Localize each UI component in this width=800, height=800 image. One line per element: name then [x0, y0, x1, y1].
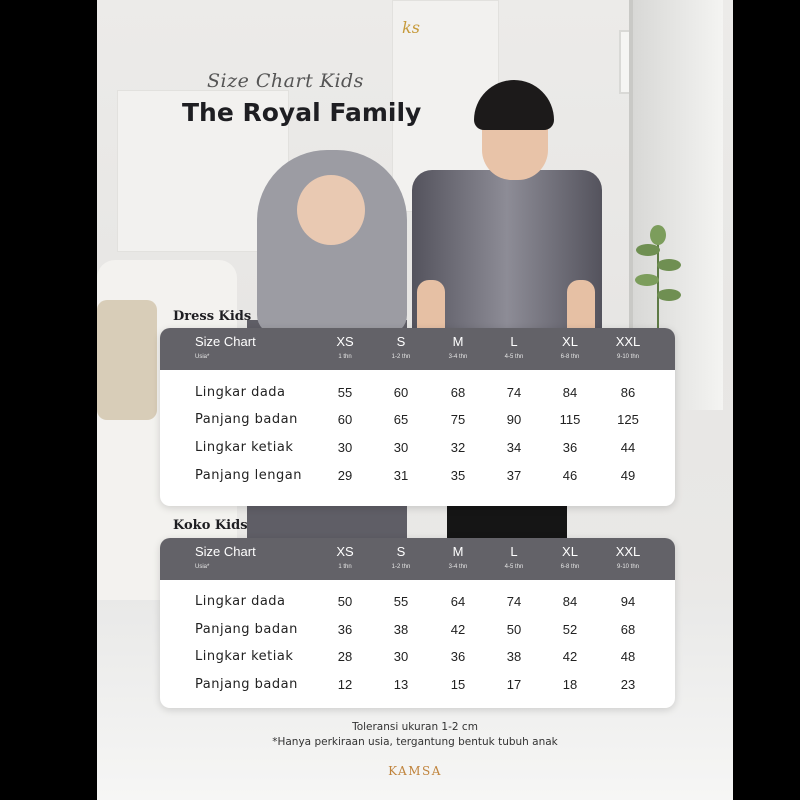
table-cell: 36	[337, 622, 353, 637]
plant-icon	[623, 200, 693, 330]
table-cell: 86	[620, 385, 636, 400]
table-row	[160, 412, 675, 432]
table-cell: 42	[450, 622, 466, 637]
table-cell: 30	[393, 440, 409, 455]
age-disclaimer: *Hanya perkiraan usia, tergantung bentuk tubuh anak	[272, 736, 558, 748]
age-header: 1 thn	[338, 564, 352, 570]
row-label: Lingkar ketiak	[195, 440, 294, 455]
table-row	[160, 622, 675, 642]
size-header: XS	[336, 544, 354, 559]
table-cell: 65	[393, 412, 409, 427]
size-header: M	[452, 544, 464, 559]
size-header: XXL	[615, 334, 641, 349]
size-chart-label: Size Chart	[195, 334, 256, 349]
table-cell: 35	[450, 468, 466, 483]
table-cell: 52	[562, 622, 578, 637]
table-cell: 64	[450, 594, 466, 609]
size-header: XL	[562, 334, 578, 349]
size-header: XXL	[615, 544, 641, 559]
size-header: S	[396, 334, 406, 349]
table-cell: 75	[450, 412, 466, 427]
table-cell: 49	[620, 468, 636, 483]
table-cell: 32	[450, 440, 466, 455]
tolerance-note: Toleransi ukuran 1-2 cm	[352, 721, 478, 733]
age-header: 1-2 thn	[391, 564, 411, 570]
row-label: Lingkar dada	[195, 594, 286, 609]
table-cell: 18	[562, 677, 578, 692]
table-cell: 30	[393, 649, 409, 664]
table-cell: 12	[337, 677, 353, 692]
table-cell: 60	[393, 385, 409, 400]
age-header: 6-8 thn	[560, 354, 580, 360]
age-header: 3-4 thn	[448, 564, 468, 570]
age-label: Usia*	[195, 354, 210, 360]
table-cell: 38	[393, 622, 409, 637]
age-header: 6-8 thn	[560, 564, 580, 570]
table-cell: 84	[562, 385, 578, 400]
size-header: XL	[562, 544, 578, 559]
table-cell: 48	[620, 649, 636, 664]
age-header: 9-10 thn	[616, 564, 640, 570]
brand-logo: ks	[402, 18, 420, 37]
table-cell: 50	[506, 622, 522, 637]
size-header: M	[452, 334, 464, 349]
table-cell: 29	[337, 468, 353, 483]
table-cell: 36	[562, 440, 578, 455]
table-cell: 68	[450, 385, 466, 400]
row-label: Lingkar ketiak	[195, 649, 294, 664]
age-header: 4-5 thn	[504, 354, 524, 360]
table-cell: 68	[620, 622, 636, 637]
table-cell: 125	[617, 412, 639, 427]
table-cell: 74	[506, 385, 522, 400]
age-header: 4-5 thn	[504, 564, 524, 570]
page-title: The Royal Family	[182, 98, 422, 127]
size-header: L	[510, 544, 518, 559]
size-header: S	[396, 544, 406, 559]
table-cell: 34	[506, 440, 522, 455]
table-row	[160, 649, 675, 669]
table-row	[160, 468, 675, 488]
table-row	[160, 440, 675, 460]
row-label: Panjang badan	[195, 412, 298, 427]
table-cell: 13	[393, 677, 409, 692]
size-chart-label: Size Chart	[195, 544, 256, 559]
table-cell: 55	[393, 594, 409, 609]
row-label: Panjang badan	[195, 622, 298, 637]
size-chart-poster	[97, 0, 733, 800]
size-header: L	[510, 334, 518, 349]
table-cell: 42	[562, 649, 578, 664]
script-title: Size Chart Kids	[207, 70, 364, 92]
table-cell: 30	[337, 440, 353, 455]
dress-kids-title: Dress Kids	[173, 309, 252, 324]
row-label: Panjang badan	[195, 677, 298, 692]
brand-footer: KAMSA	[388, 764, 442, 778]
dress-kids-table	[160, 328, 675, 506]
row-label: Panjang lengan	[195, 468, 302, 483]
table-header	[160, 538, 675, 580]
table-cell: 84	[562, 594, 578, 609]
table-cell: 94	[620, 594, 636, 609]
table-cell: 31	[393, 468, 409, 483]
size-header: XS	[336, 334, 354, 349]
age-header: 9-10 thn	[616, 354, 640, 360]
age-label: Usia*	[195, 564, 210, 570]
age-header: 1 thn	[338, 354, 352, 360]
table-cell: 36	[450, 649, 466, 664]
table-row	[160, 385, 675, 405]
table-cell: 15	[450, 677, 466, 692]
table-cell: 28	[337, 649, 353, 664]
table-cell: 50	[337, 594, 353, 609]
table-cell: 90	[506, 412, 522, 427]
table-cell: 44	[620, 440, 636, 455]
age-header: 1-2 thn	[391, 354, 411, 360]
table-cell: 46	[562, 468, 578, 483]
boy-pants	[447, 500, 567, 540]
koko-kids-title: Koko Kids	[173, 518, 248, 533]
table-cell: 23	[620, 677, 636, 692]
table-cell: 74	[506, 594, 522, 609]
table-cell: 60	[337, 412, 353, 427]
table-cell: 55	[337, 385, 353, 400]
girl-face	[297, 175, 365, 245]
koko-kids-table	[160, 538, 675, 708]
table-row	[160, 677, 675, 697]
row-label: Lingkar dada	[195, 385, 286, 400]
age-header: 3-4 thn	[448, 354, 468, 360]
table-cell: 115	[559, 412, 581, 427]
pillow	[97, 300, 157, 420]
table-cell: 17	[506, 677, 522, 692]
table-row	[160, 594, 675, 614]
table-cell: 37	[506, 468, 522, 483]
table-cell: 38	[506, 649, 522, 664]
table-header	[160, 328, 675, 370]
